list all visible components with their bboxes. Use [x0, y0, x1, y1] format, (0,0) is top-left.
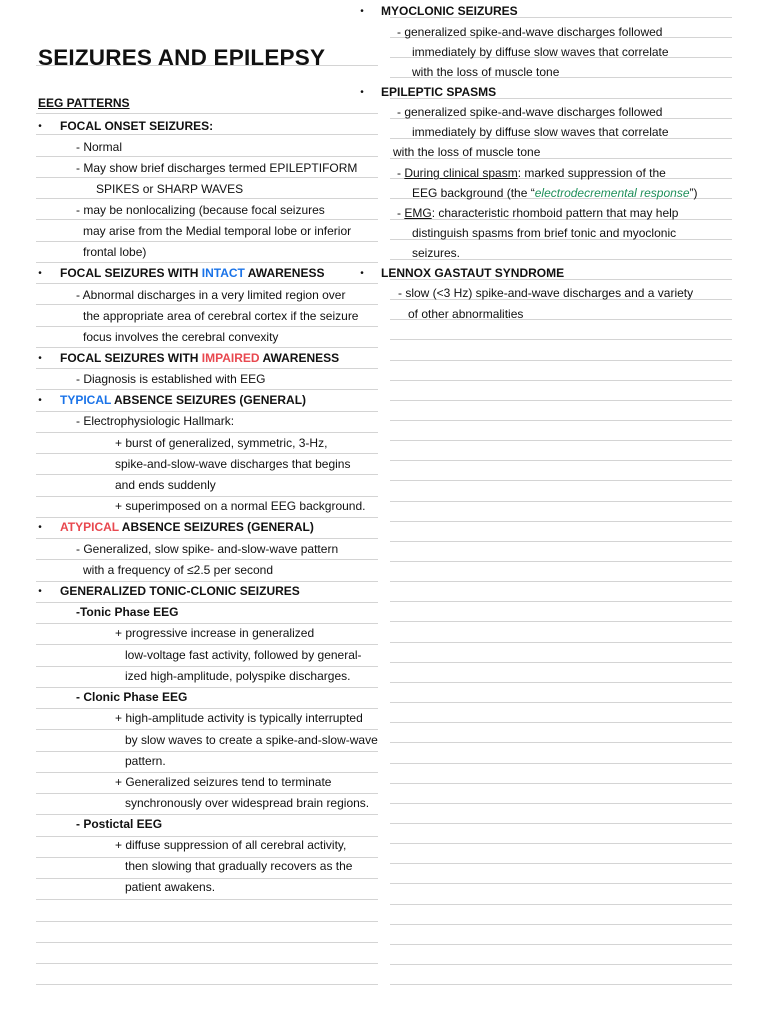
- ruled-line: [36, 899, 378, 900]
- ruled-line: [36, 453, 378, 454]
- focal-intact-heading: FOCAL SEIZURES WITH INTACT AWARENESS: [60, 266, 325, 280]
- postictal-heading: - Postictal EEG: [76, 817, 163, 831]
- clinical-spasm-line: - During clinical spasm: marked suppression of the: [397, 166, 666, 180]
- emg-line: - EMG: characteristic rhomboid pattern that may help: [397, 206, 679, 220]
- ruled-line: [390, 924, 732, 925]
- typical-absence-line: spike-and-slow-wave discharges that begins: [115, 457, 351, 471]
- ruled-line: [36, 198, 378, 199]
- ruled-line: [36, 623, 378, 624]
- spasms-line: with the loss of muscle tone: [393, 145, 541, 159]
- ruled-line: [36, 857, 378, 858]
- clonic-phase-line: synchronously over widespread brain regions.: [125, 796, 370, 810]
- typical-absence-line: and ends suddenly: [115, 478, 216, 492]
- ruled-line: [36, 283, 378, 284]
- tonic-phase-line: ized high-amplitude, polyspike discharges.: [125, 669, 351, 683]
- ruled-line: [36, 559, 378, 560]
- ruled-line: [36, 687, 378, 688]
- ruled-line: [36, 517, 378, 518]
- lennox-line: - slow (<3 Hz) spike-and-wave discharges and a variety: [398, 286, 694, 300]
- ruled-line: [390, 803, 732, 804]
- focal-onset-line: - May show brief discharges termed EPILEPTIFORM: [76, 161, 358, 175]
- ruled-line: [390, 460, 732, 461]
- focal-onset-line: frontal lobe): [83, 245, 147, 259]
- myoclonic-heading: MYOCLONIC SEIZURES: [381, 4, 518, 18]
- ruled-line: [36, 262, 378, 263]
- intact-keyword: INTACT: [201, 266, 245, 280]
- postictal-line: patient awakens.: [125, 880, 216, 894]
- typical-absence-line: - Electrophysiologic Hallmark:: [76, 414, 235, 428]
- ruled-line: [390, 501, 732, 502]
- ruled-line: [390, 339, 732, 340]
- clonic-phase-line: by slow waves to create a spike-and-slow-wave: [125, 733, 378, 747]
- typical-absence-line: + superimposed on a normal EEG background.: [115, 499, 366, 513]
- ruled-line: [390, 581, 732, 582]
- typical-absence-heading: TYPICAL ABSENCE SEIZURES (GENERAL): [60, 393, 307, 407]
- ruled-line: [390, 440, 732, 441]
- bullet-icon: •: [38, 121, 42, 132]
- gtc-heading: GENERALIZED TONIC-CLONIC SEIZURES: [60, 584, 300, 598]
- ruled-line: [36, 432, 378, 433]
- ruled-line: [36, 389, 378, 390]
- ruled-line: [390, 843, 732, 844]
- ruled-line: [390, 480, 732, 481]
- ruled-line: [36, 368, 378, 369]
- tonic-phase-heading: -Tonic Phase EEG: [76, 605, 179, 619]
- clonic-phase-heading: - Clonic Phase EEG: [76, 690, 188, 704]
- ruled-line: [390, 561, 732, 562]
- ruled-line: [390, 863, 732, 864]
- lennox-heading: LENNOX GASTAUT SYNDROME: [381, 266, 565, 280]
- ruled-line: [36, 666, 378, 667]
- ruled-line: [36, 156, 378, 157]
- ruled-line: [390, 702, 732, 703]
- focal-onset-line: may arise from the Medial temporal lobe or inferior: [83, 224, 352, 238]
- typical-keyword: TYPICAL: [60, 393, 112, 407]
- eeg-patterns-heading: EEG PATTERNS: [38, 96, 130, 110]
- lennox-line: of other abnormalities: [408, 307, 524, 321]
- bullet-icon: •: [38, 353, 42, 364]
- clonic-phase-line: pattern.: [125, 754, 166, 768]
- bullet-icon: •: [38, 522, 42, 533]
- ruled-line: [390, 944, 732, 945]
- ruled-line: [36, 836, 378, 837]
- ruled-line: [36, 304, 378, 305]
- emg-term: EMG: [404, 206, 432, 220]
- bullet-icon: •: [360, 87, 364, 98]
- clonic-phase-line: + Generalized seizures tend to terminate: [115, 775, 332, 789]
- ruled-line: [36, 708, 378, 709]
- focal-intact-line: focus involves the cerebral convexity: [83, 330, 279, 344]
- ruled-line: [36, 942, 378, 943]
- spasms-line: immediately by diffuse slow waves that correlate: [412, 125, 669, 139]
- ruled-line: [390, 621, 732, 622]
- ruled-line: [390, 904, 732, 905]
- bullet-icon: •: [360, 6, 364, 17]
- ruled-line: [390, 783, 732, 784]
- atypical-absence-line: - Generalized, slow spike- and-slow-wave pattern: [76, 542, 339, 556]
- atypical-absence-line: with a frequency of ≤2.5 per second: [83, 563, 274, 577]
- ruled-line: [390, 420, 732, 421]
- ruled-line: [390, 601, 732, 602]
- myoclonic-line: with the loss of muscle tone: [412, 65, 560, 79]
- clinical-spasm-term: During clinical spasm: [404, 166, 518, 180]
- spasms-line: - generalized spike-and-wave discharges followed: [397, 105, 663, 119]
- ruled-line: [36, 496, 378, 497]
- ruled-line: [390, 521, 732, 522]
- ruled-line: [36, 411, 378, 412]
- focal-intact-line: - Abnormal discharges in a very limited region over: [76, 288, 346, 302]
- ruled-line: [36, 602, 378, 603]
- ruled-line: [390, 400, 732, 401]
- ruled-line: [36, 772, 378, 773]
- atypical-absence-heading: ATYPICAL ABSENCE SEIZURES (GENERAL): [60, 520, 314, 534]
- ruled-line: [36, 644, 378, 645]
- postictal-line: + diffuse suppression of all cerebral activity,: [115, 838, 347, 852]
- ruled-line: [390, 380, 732, 381]
- focal-onset-line: SPIKES or SHARP WAVES: [96, 182, 244, 196]
- ruled-line: [36, 814, 378, 815]
- ruled-line: [36, 963, 378, 964]
- ruled-line: [36, 474, 378, 475]
- ruled-line: [36, 581, 378, 582]
- ruled-line: [390, 742, 732, 743]
- focal-onset-heading: FOCAL ONSET SEIZURES:: [60, 119, 214, 133]
- focal-onset-line: - may be nonlocalizing (because focal seizures: [76, 203, 325, 217]
- focal-impaired-line: - Diagnosis is established with EEG: [76, 372, 266, 386]
- bullet-icon: •: [38, 395, 42, 406]
- ruled-line: [36, 326, 378, 327]
- impaired-keyword: IMPAIRED: [201, 351, 260, 365]
- bullet-icon: •: [38, 586, 42, 597]
- postictal-line: then slowing that gradually recovers as the: [125, 859, 353, 873]
- ruled-line: [36, 878, 378, 879]
- ruled-line: [36, 729, 378, 730]
- myoclonic-line: - generalized spike-and-wave discharges followed: [397, 25, 663, 39]
- ruled-line: [390, 642, 732, 643]
- bullet-icon: •: [360, 268, 364, 279]
- emg-detail-line: distinguish spasms from brief tonic and myoclonic: [412, 226, 677, 240]
- focal-onset-line: - Normal: [76, 140, 123, 154]
- eeg-background-line: EEG background (the “electrodecremental response”): [412, 186, 698, 200]
- ruled-line: [36, 347, 378, 348]
- clonic-phase-line: + high-amplitude activity is typically interrupted: [115, 711, 363, 725]
- ruled-line: [390, 964, 732, 965]
- typical-absence-line: + burst of generalized, symmetric, 3-Hz,: [115, 436, 328, 450]
- focal-impaired-heading: FOCAL SEIZURES WITH IMPAIRED AWARENESS: [60, 351, 340, 365]
- ruled-line: [36, 921, 378, 922]
- ruled-line: [390, 722, 732, 723]
- electrodecremental-term: electrodecremental response: [534, 186, 690, 200]
- spasms-heading: EPILEPTIC SPASMS: [381, 85, 497, 99]
- ruled-line: [36, 241, 378, 242]
- ruled-line: [390, 883, 732, 884]
- ruled-line: [36, 793, 378, 794]
- myoclonic-line: immediately by diffuse slow waves that correlate: [412, 45, 669, 59]
- atypical-keyword: ATYPICAL: [60, 520, 119, 534]
- ruled-line: [36, 219, 378, 220]
- ruled-line: [390, 823, 732, 824]
- tonic-phase-line: + progressive increase in generalized: [115, 626, 315, 640]
- ruled-line: [36, 134, 378, 135]
- ruled-line: [36, 538, 378, 539]
- ruled-line: [390, 360, 732, 361]
- ruled-line: [36, 751, 378, 752]
- emg-detail-line: seizures.: [412, 246, 461, 260]
- ruled-line: [390, 984, 732, 985]
- focal-intact-line: the appropriate area of cerebral cortex if the seizure: [83, 309, 359, 323]
- ruled-line: [390, 682, 732, 683]
- ruled-line: [390, 763, 732, 764]
- bullet-icon: •: [38, 268, 42, 279]
- ruled-line: [36, 177, 378, 178]
- tonic-phase-line: low-voltage fast activity, followed by general-: [125, 648, 362, 662]
- ruled-line: [390, 662, 732, 663]
- ruled-line: [390, 541, 732, 542]
- page-title: SEIZURES AND EPILEPSY: [38, 45, 326, 70]
- ruled-line: [36, 113, 378, 114]
- ruled-line: [36, 984, 378, 985]
